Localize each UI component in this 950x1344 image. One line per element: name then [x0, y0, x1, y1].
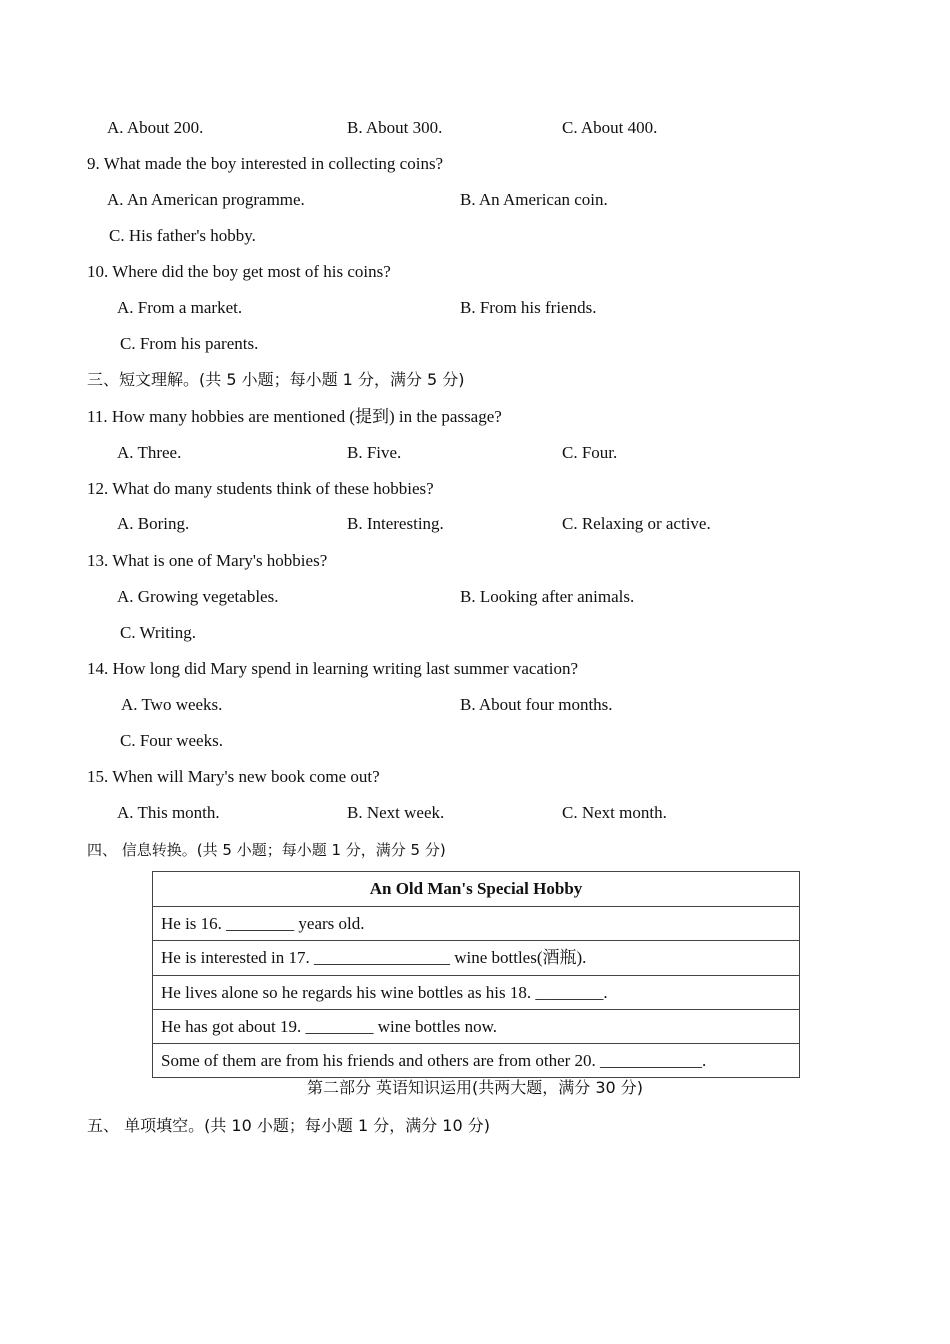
q13-option-a: A. Growing vegetables.	[117, 587, 279, 606]
q10-option-b: B. From his friends.	[460, 298, 597, 317]
table-title: An Old Man's Special Hobby	[369, 879, 583, 898]
q11-option-b: B. Five.	[347, 443, 402, 462]
q8-option-b: B. About 300.	[347, 118, 443, 137]
q10-option-a: A. From a market.	[117, 298, 243, 317]
table-row-20: Some of them are from his friends and others are from other 20. ____________.	[153, 1043, 799, 1077]
q12-option-a: A. Boring.	[117, 514, 190, 533]
q14-option-c: C. Four weeks.	[120, 731, 223, 750]
q13-option-c: C. Writing.	[120, 623, 196, 642]
q8-option-c: C. About 400.	[562, 118, 658, 137]
q15-question: 15. When will Mary's new book come out?	[87, 767, 380, 786]
q11-option-a: A. Three.	[117, 443, 182, 462]
q15-option-c: C. Next month.	[562, 803, 667, 822]
q11-option-c: C. Four.	[562, 443, 618, 462]
section-4-heading: 四、 信息转换。(共 5 小题；每小题 1 分，满分 5 分)	[87, 841, 446, 859]
q13-question: 13. What is one of Mary's hobbies?	[87, 551, 328, 570]
q8-option-a: A. About 200.	[107, 118, 204, 137]
q15-option-b: B. Next week.	[347, 803, 445, 822]
q14-question: 14. How long did Mary spend in learning writing last summer vacation?	[87, 659, 579, 678]
q9-question: 9. What made the boy interested in collecting coins?	[87, 154, 444, 173]
table-row-16: He is 16. ________ years old.	[153, 906, 799, 940]
table-row-18: He lives alone so he regards his wine bottles as his 18. ________.	[153, 975, 799, 1009]
part-2-heading: 第二部分 英语知识运用(共两大题，满分 30 分)	[306, 1078, 644, 1097]
q12-question: 12. What do many students think of these hobbies?	[87, 479, 434, 498]
q14-option-b: B. About four months.	[460, 695, 613, 714]
q15-option-a: A. This month.	[117, 803, 220, 822]
section-5-heading: 五、 单项填空。(共 10 小题；每小题 1 分，满分 10 分)	[87, 1116, 490, 1135]
q10-question: 10. Where did the boy get most of his coins?	[87, 262, 391, 281]
q12-option-b: B. Interesting.	[347, 514, 444, 533]
q9-option-b: B. An American coin.	[460, 190, 608, 209]
q10-option-c: C. From his parents.	[120, 334, 259, 353]
section-3-heading: 三、短文理解。(共 5 小题；每小题 1 分，满分 5 分)	[87, 370, 465, 389]
table-row-17: He is interested in 17. ________________ wine bottles(酒瓶).	[153, 940, 799, 975]
q14-option-a: A. Two weeks.	[121, 695, 223, 714]
q9-option-c: C. His father's hobby.	[109, 226, 256, 245]
info-transfer-table	[152, 871, 800, 1078]
q9-option-a: A. An American programme.	[107, 190, 305, 209]
q13-option-b: B. Looking after animals.	[460, 587, 635, 606]
q11-question: 11. How many hobbies are mentioned (提到) in the passage?	[87, 407, 502, 426]
table-row-19: He has got about 19. ________ wine bottles now.	[153, 1009, 799, 1043]
q12-option-c: C. Relaxing or active.	[562, 514, 711, 533]
